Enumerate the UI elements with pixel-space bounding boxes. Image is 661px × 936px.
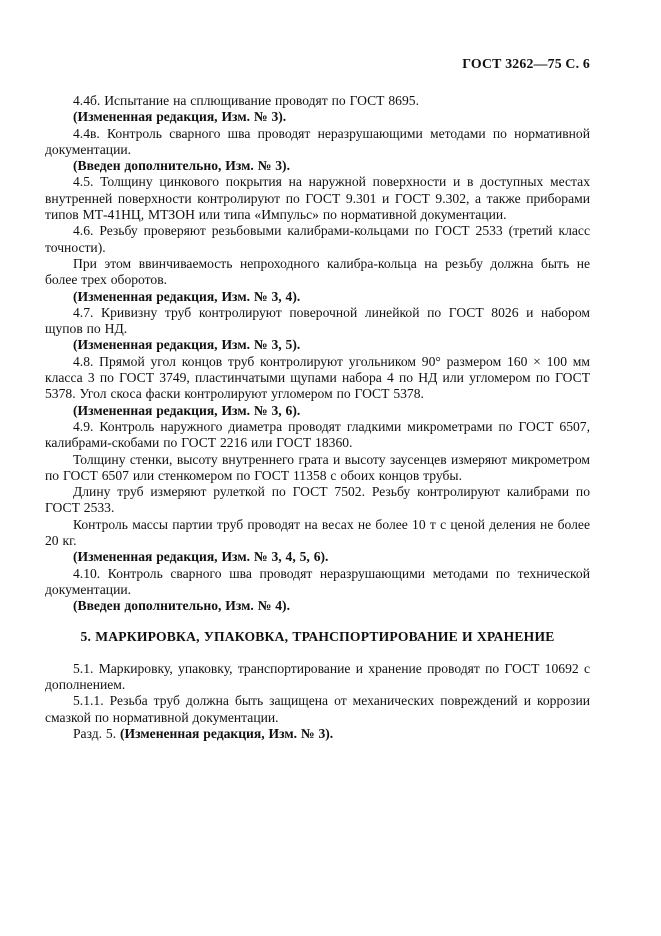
amendment-note-inline: (Измененная редакция, Изм. № 3). (120, 725, 334, 741)
paragraph: Длину труб измеряют рулеткой по ГОСТ 7502. Резьбу контролируют калибрами по ГОСТ 2533. (45, 484, 590, 516)
paragraph: При этом ввинчиваемость непроходного калибра-кольца на резьбу должна быть не более трех оборотов. (45, 255, 590, 288)
paragraph: 5.1. Маркировку, упаковку, транспортирование и хранение проводят по ГОСТ 10692 с дополнением. (45, 660, 590, 693)
amendment-note: (Введен дополнительно, Изм. № 3). (73, 158, 290, 174)
paragraph: Контроль массы партии труб проводят на весах не более 10 т с ценой деления не более 20 кг. (45, 516, 590, 549)
document-body (45, 93, 590, 742)
paragraph: 4.7. Кривизну труб контролируют поверочной линейкой по ГОСТ 8026 и набором щупов по НД. (45, 304, 590, 337)
paragraph: Толщину стенки, высоту внутреннего грата и высоту заусенцев измеряют микрометром по ГОСТ 6507 или стенкомером по ГОСТ 11358 с обоих концов трубы. (45, 451, 590, 483)
paragraph: 4.4б. Испытание на сплющивание проводят по ГОСТ 8695. (73, 93, 419, 108)
amendment-note: (Измененная редакция, Изм. № 3, 4, 5, 6). (73, 549, 329, 565)
page-header: ГОСТ 3262—75 С. 6 (462, 56, 590, 71)
amendment-note: (Измененная редакция, Изм. № 3, 4). (73, 288, 301, 304)
paragraph: 4.5. Толщину цинкового покрытия на наружной поверхности и в доступных местах внутренней поверхности контролируют по ГОСТ 9.301 и ГОСТ 9.302, а также приборами типов МТ-41НЦ, МТЗОН или типа «Импульс» по нормативной документации. (45, 174, 590, 223)
paragraph: 4.10. Контроль сварного шва проводят неразрушающими методами по технической документации. (45, 565, 590, 597)
amendment-note: (Измененная редакция, Изм. № 3, 5). (73, 337, 301, 353)
paragraph (45, 726, 590, 742)
section-heading: 5. МАРКИРОВКА, УПАКОВКА, ТРАНСПОРТИРОВАНИЕ И ХРАНЕНИЕ (80, 628, 555, 644)
paragraph: 4.6. Резьбу проверяют резьбовыми калибрами-кольцами по ГОСТ 2533 (третий класс точности). (45, 223, 590, 255)
paragraph: 4.8. Прямой угол концов труб контролируют угольником 90° размером 160 × 100 мм класса 3 по ГОСТ 3749, пластинчатыми щупами набора 4 по НД или угломером по ГОСТ 5378. Угол скоса фаски контролируют угломером по ГОСТ 5378. (45, 353, 590, 402)
amendment-note: (Измененная редакция, Изм. № 3, 6). (73, 402, 301, 418)
paragraph: 4.9. Контроль наружного диаметра проводят гладкими микрометрами по ГОСТ 6507, калибрами-скобами по ГОСТ 2216 или ГОСТ 18360. (45, 418, 590, 451)
paragraph-text: Разд. 5. (73, 725, 121, 741)
paragraph: 4.4в. Контроль сварного шва проводят неразрушающими методами по нормативной документации. (45, 125, 590, 157)
amendment-note: (Измененная редакция, Изм. № 3). (73, 109, 287, 125)
paragraph: 5.1.1. Резьба труб должна быть защищена от механических повреждений и коррозии смазкой по нормативной документации. (45, 693, 590, 725)
amendment-note: (Введен дополнительно, Изм. № 4). (73, 598, 290, 614)
